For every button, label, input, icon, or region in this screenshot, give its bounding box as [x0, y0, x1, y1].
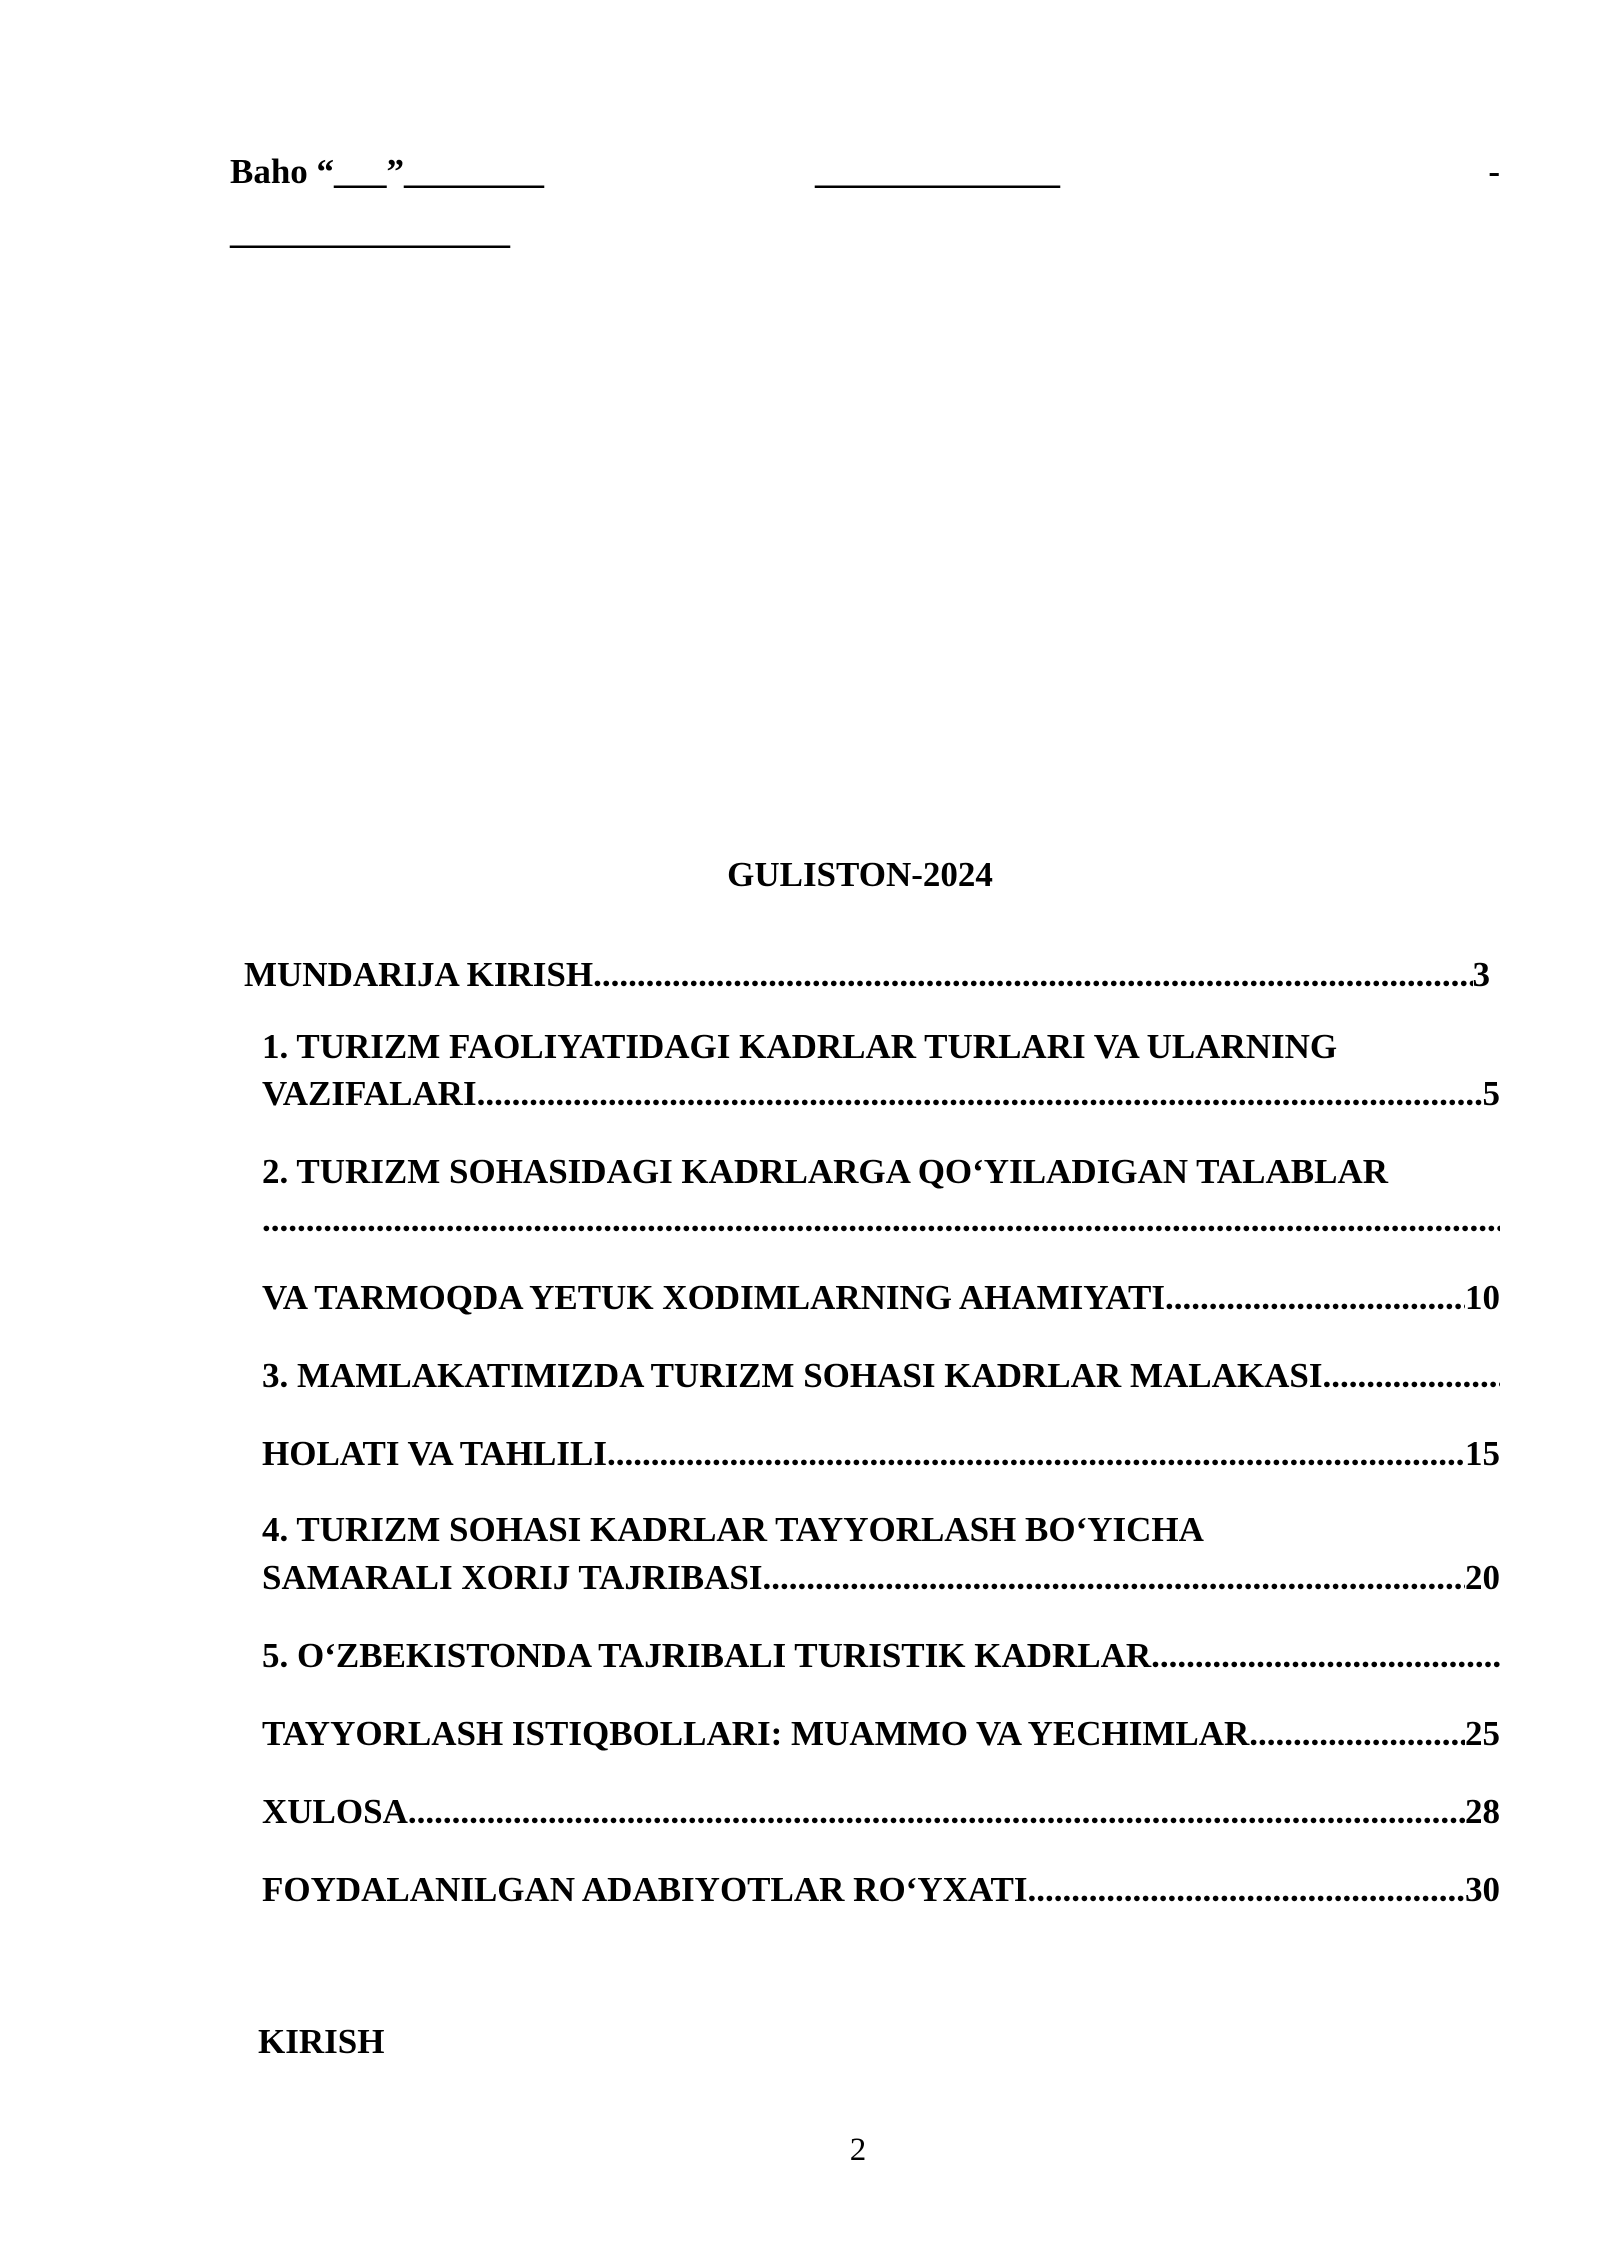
toc-entry-title: TAYYORLASH ISTIQBOLLARI: MUAMMO VA YECHIMLAR [262, 1714, 1250, 1753]
toc-dot-leader [408, 1792, 1465, 1832]
toc-entry-references [262, 1870, 1500, 1910]
toc-entry-chapter-5-line-1 [262, 1636, 1500, 1676]
grade-second-line: ________________ [230, 212, 510, 251]
toc-entry-title: XULOSA [262, 1792, 408, 1831]
toc-dot-leader [607, 1434, 1465, 1474]
toc-entry-chapter-4-line-1: 4. TURIZM SOHASI KADRLAR TAYYORLASH BO‘YICHA [262, 1510, 1204, 1549]
toc-entry-title: VA TARMOQDA YETUK XODIMLARNING AHAMIYATI [262, 1278, 1165, 1317]
toc-entry-title: 3. MAMLAKATIMIZDA TURIZM SOHASI KADRLAR MALAKASI [262, 1356, 1323, 1395]
toc-entry-page: 3 [1472, 955, 1490, 994]
toc-entry-conclusion [262, 1792, 1500, 1832]
toc-dot-leader [762, 1558, 1465, 1598]
toc-dot-leader [1322, 1356, 1500, 1396]
toc-dot-leader [593, 955, 1472, 995]
toc-entry-title: FOYDALANILGAN ADABIYOTLAR RO‘YXATI [262, 1870, 1028, 1909]
toc-entry-page: 28 [1465, 1792, 1500, 1831]
toc-entry-chapter-3 [262, 1434, 1500, 1474]
toc-entry-chapter-5 [262, 1714, 1500, 1754]
toc-entry-title: SAMARALI XORIJ TAJRIBASI [262, 1558, 763, 1597]
toc-entry-title: MUNDARIJA KIRISH [244, 955, 594, 994]
toc-entry-page: 10 [1465, 1278, 1500, 1317]
toc-entry-chapter-1 [262, 1074, 1500, 1114]
toc-entry-page: 20 [1465, 1558, 1500, 1597]
toc-entry-page: 15 [1465, 1434, 1500, 1473]
page-number: 2 [849, 2132, 867, 2168]
toc-dot-leader [262, 1200, 1500, 1240]
toc-entry-introduction [244, 955, 1490, 995]
toc-dot-leader [1249, 1714, 1465, 1754]
toc-entry-title: 5. O‘ZBEKISTONDA TAJRIBALI TURISTIK KADRLAR [262, 1636, 1152, 1675]
toc-entry-chapter-1-line-1: 1. TURIZM FAOLIYATIDAGI KADRLAR TURLARI VA ULARNING [262, 1027, 1338, 1066]
toc-dot-leader [1028, 1870, 1465, 1910]
toc-dot-leader [1151, 1636, 1500, 1676]
section-heading-introduction: KIRISH [258, 2022, 385, 2061]
toc-entry-chapter-4 [262, 1558, 1500, 1598]
signature-blank: ______________ [815, 152, 1060, 191]
grade-label: Baho “___”________ [230, 152, 545, 191]
toc-entry-title: VAZIFALARI [262, 1074, 477, 1113]
toc-entry-page: 25 [1465, 1714, 1500, 1753]
toc-entry-chapter-2-line-1: 2. TURIZM SOHASIDAGI KADRLARGA QO‘YILADIGAN TALABLAR [262, 1152, 1388, 1191]
toc-entry-page: 30 [1465, 1870, 1500, 1909]
toc-dot-leader [477, 1074, 1483, 1114]
toc-entry-title: HOLATI VA TAHLILI [262, 1434, 607, 1473]
toc-dot-leader [1165, 1278, 1465, 1318]
toc-entry-page: 5 [1482, 1074, 1500, 1113]
toc-entry-chapter-3-line-1 [262, 1356, 1500, 1396]
toc-entry-chapter-2 [262, 1278, 1500, 1318]
toc-dot-line [262, 1200, 1500, 1240]
city-year: GULISTON-2024 [727, 855, 993, 894]
dash: - [1488, 152, 1500, 191]
